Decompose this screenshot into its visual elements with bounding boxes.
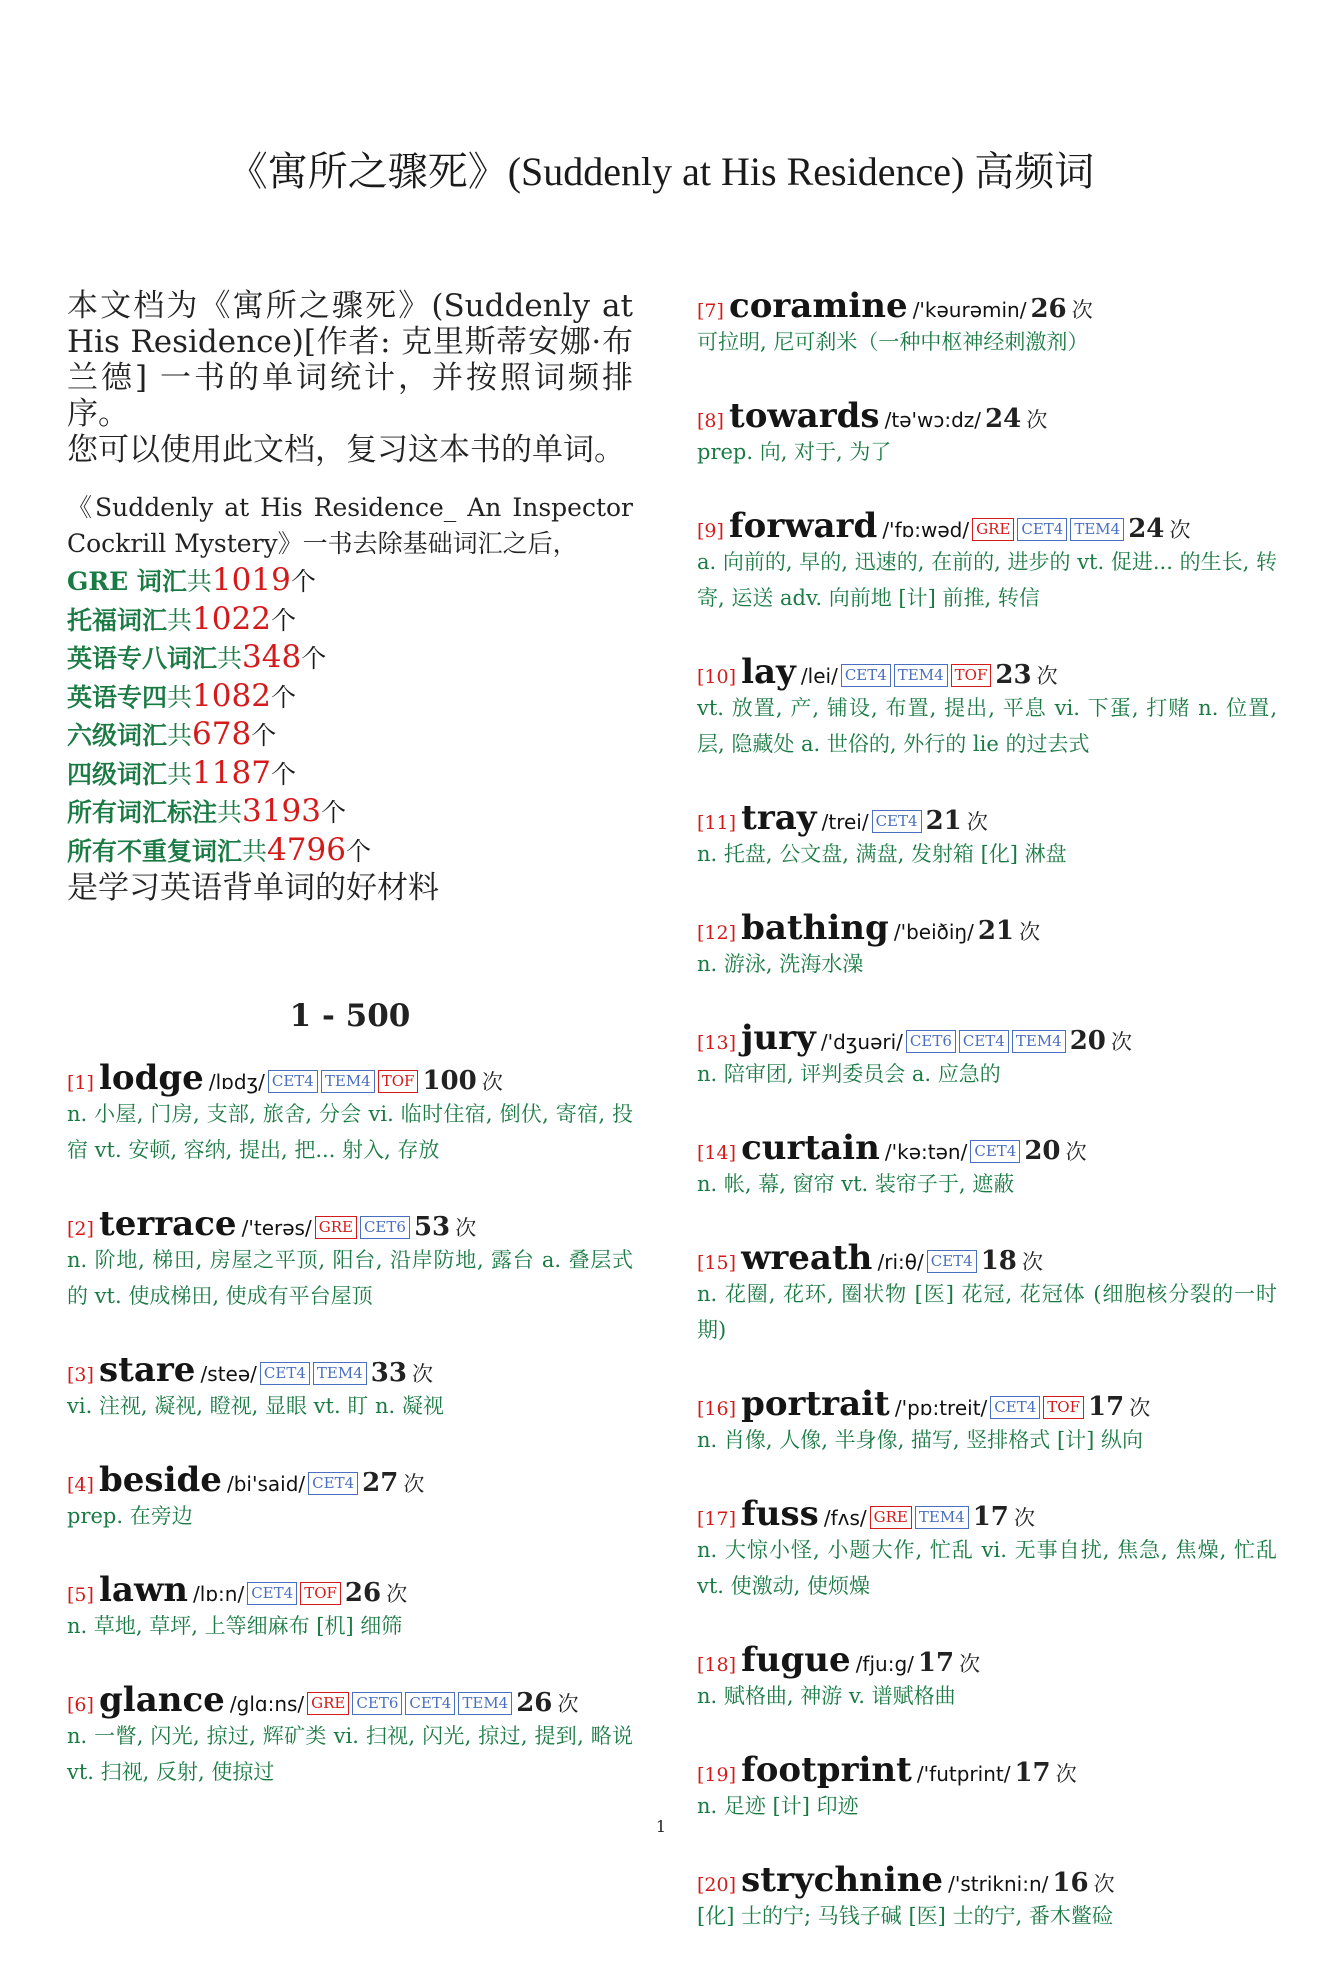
entry-count: 20: [1069, 1026, 1106, 1056]
word-entry: [697, 1240, 1277, 1348]
entry-index: [13]: [697, 1032, 737, 1054]
entry-word: coramine: [729, 286, 908, 326]
range-heading: 1 - 500: [289, 998, 411, 1034]
stat-suffix: 共: [242, 836, 268, 866]
entry-definition: a. 向前的, 早的, 迅速的, 在前的, 进步的 vt. 促进... 的生长, 转寄, 运送 adv. 向前地 [计] 前推, 转信: [697, 550, 1277, 610]
entry-count-unit: 次: [959, 1652, 981, 1676]
entry-phonetic: /tə'wɔ:dz/: [884, 408, 982, 432]
entry-phonetic: /fju:g/: [855, 1652, 914, 1676]
entry-definition: vt. 放置, 产, 铺设, 布置, 提出, 平息 vi. 下蛋, 打赌 n. 位置, 层, 隐藏处 a. 世俗的, 外行的 lie 的过去式: [697, 696, 1277, 756]
exam-tag: GRE: [307, 1692, 349, 1715]
entry-word: jury: [741, 1018, 816, 1058]
stat-unit: 个: [345, 836, 371, 866]
stat-row: [67, 716, 633, 755]
entry-count: 23: [995, 660, 1032, 690]
entry-head: [67, 1206, 633, 1242]
stat-count: 1187: [192, 754, 271, 791]
entry-head: [697, 1386, 1277, 1422]
entry-definition: n. 赋格曲, 神游 v. 谱赋格曲: [697, 1684, 956, 1708]
word-entry: [697, 910, 1277, 982]
entry-phonetic: /lei/: [800, 664, 838, 688]
entry-word: fuss: [741, 1494, 819, 1534]
stat-row: [67, 601, 633, 640]
entry-head: [697, 1240, 1277, 1276]
entry-index: [2]: [67, 1218, 94, 1240]
entry-phonetic: /'futprint/: [916, 1762, 1011, 1786]
entry-definition: n. 陪审团, 评判委员会 a. 应急的: [697, 1062, 1001, 1086]
entry-count: 24: [1128, 514, 1165, 544]
exam-tag: CET4: [260, 1362, 310, 1385]
entry-phonetic: /'kə:tən/: [884, 1140, 968, 1164]
entry-count: 16: [1052, 1868, 1089, 1898]
entry-index: [12]: [697, 922, 737, 944]
entry-head: [697, 398, 1277, 434]
word-entry: [697, 398, 1277, 470]
stat-unit: 个: [320, 798, 346, 827]
exam-tag: GRE: [870, 1506, 912, 1529]
entry-phonetic: /trei/: [821, 810, 869, 834]
entry-word: lawn: [99, 1570, 188, 1610]
exam-tag: TEM4: [313, 1362, 367, 1385]
stat-count: 348: [242, 639, 302, 675]
word-entry: [67, 1352, 633, 1424]
exam-tag: TEM4: [321, 1070, 375, 1093]
stat-suffix: 共: [217, 644, 243, 673]
entry-word: fugue: [741, 1640, 851, 1680]
entry-definition: n. 肖像, 人像, 半身像, 描写, 竖排格式 [计] 纵向: [697, 1428, 1144, 1452]
entry-definition: n. 帐, 幕, 窗帘 vt. 装帘子于, 遮蔽: [697, 1172, 1015, 1196]
entry-head: [697, 508, 1277, 544]
stat-unit: 个: [301, 644, 327, 673]
word-entry: [697, 508, 1277, 616]
stats-list: [67, 562, 633, 870]
entry-count-unit: 次: [1169, 518, 1191, 542]
exam-tag: CET4: [990, 1396, 1040, 1419]
stat-unit: 个: [251, 721, 277, 750]
intro-paragraph: 本文档为《寓所之骤死》(Suddenly at His Residence)[作者: 克里斯蒂安娜·布兰德] 一书的单词统计，并按照词频排序。: [67, 288, 633, 432]
entry-count: 53: [413, 1212, 451, 1242]
entry-count-unit: 次: [1036, 664, 1058, 688]
stat-count: 1022: [192, 600, 271, 637]
exam-tag: CET4: [872, 810, 922, 833]
entry-phonetic: /'kəurəmin/: [912, 298, 1027, 322]
entry-index: [4]: [67, 1474, 94, 1496]
entry-definition: prep. 在旁边: [67, 1504, 193, 1528]
entry-count: 100: [422, 1066, 477, 1096]
entry-index: [15]: [697, 1252, 737, 1274]
stat-label: 所有词汇标注: [67, 798, 218, 827]
entry-phonetic: /lɒ:n/: [193, 1582, 245, 1606]
entry-count: 17: [1087, 1392, 1125, 1422]
entry-index: [19]: [697, 1764, 737, 1786]
exam-tag: CET4: [268, 1070, 318, 1093]
entry-count-unit: 次: [1071, 298, 1093, 322]
word-entry: [67, 1462, 633, 1534]
entry-phonetic: /'strikni:n/: [948, 1872, 1049, 1896]
stat-count: 3193: [242, 793, 321, 829]
entry-word: glance: [99, 1680, 225, 1720]
stat-row: [67, 639, 633, 678]
exam-tag: TOF: [300, 1582, 341, 1605]
entry-phonetic: /'beiðiŋ/: [893, 920, 974, 944]
word-entry: [697, 1862, 1277, 1934]
entry-head: [697, 800, 1277, 836]
entry-count-unit: 次: [557, 1692, 579, 1716]
entry-definition: n. 足迹 [计] 印迹: [697, 1794, 859, 1818]
entry-phonetic: /bi'said/: [226, 1472, 306, 1496]
word-entry: [67, 1572, 633, 1644]
entry-index: [20]: [697, 1874, 737, 1896]
entry-word: portrait: [741, 1384, 890, 1424]
stat-count: 1082: [192, 677, 271, 714]
entry-count-unit: 次: [1014, 1506, 1035, 1530]
stat-label: 托福词汇: [67, 605, 168, 635]
entry-word: lay: [741, 652, 796, 692]
entry-definition: [化] 士的宁; 马钱子碱 [医] 士的宁, 番木鳖硷: [697, 1904, 1113, 1928]
entry-definition: prep. 向, 对于, 为了: [697, 440, 892, 464]
entry-word: beside: [99, 1460, 222, 1500]
entry-definition: n. 托盘, 公文盘, 满盘, 发射箱 [化] 淋盘: [697, 842, 1067, 866]
entry-index: [16]: [697, 1398, 737, 1420]
exam-tag: CET4: [1017, 518, 1067, 541]
entry-index: [18]: [697, 1654, 737, 1676]
entry-count: 26: [516, 1688, 553, 1718]
stat-label: GRE 词汇: [67, 567, 187, 596]
word-entry: [697, 1752, 1277, 1824]
entry-count: 33: [370, 1358, 407, 1388]
stat-row: [67, 793, 633, 832]
exam-tag: CET4: [927, 1250, 977, 1273]
word-entry: [697, 1642, 1277, 1714]
entry-head: [67, 1060, 633, 1096]
entry-head: [67, 1352, 633, 1388]
stat-suffix: 共: [167, 721, 193, 750]
entry-head: [697, 1020, 1277, 1056]
exam-tag: TOF: [378, 1070, 419, 1093]
entry-count-unit: 次: [1055, 1762, 1077, 1786]
stat-unit: 个: [270, 682, 296, 712]
stat-suffix: 共: [167, 759, 193, 789]
entry-index: [7]: [697, 300, 724, 322]
entry-head: [697, 288, 1277, 324]
entry-phonetic: /ri:θ/: [877, 1250, 924, 1274]
entry-count-unit: 次: [1065, 1140, 1087, 1164]
entry-count: 21: [977, 916, 1015, 946]
word-entry: [697, 288, 1277, 360]
stat-unit: 个: [270, 759, 296, 789]
entry-definition: n. 大惊小怪, 小题大作, 忙乱 vi. 无事自扰, 焦急, 焦燥, 忙乱 vt. 使激动, 使烦燥: [697, 1538, 1277, 1598]
exam-tag: TEM4: [894, 664, 948, 687]
entries-right: [697, 288, 1277, 1934]
exam-tag: CET4: [308, 1472, 358, 1495]
entry-head: [67, 1462, 633, 1498]
stat-unit: 个: [290, 567, 316, 596]
stat-count: 678: [192, 716, 252, 752]
exam-tag: TOF: [1043, 1396, 1084, 1419]
word-entry: [67, 1682, 633, 1790]
entry-phonetic: /glɑ:ns/: [229, 1692, 305, 1716]
entry-index: [1]: [67, 1072, 94, 1094]
entry-word: tray: [741, 798, 817, 838]
stat-row: [67, 832, 633, 871]
entry-count: 24: [985, 404, 1022, 434]
entry-index: [17]: [697, 1508, 737, 1530]
stat-label: 六级词汇: [67, 721, 168, 750]
entry-count: 21: [925, 806, 962, 836]
exam-tag: TEM4: [1070, 518, 1124, 541]
entry-index: [3]: [67, 1364, 94, 1386]
entry-word: stare: [99, 1350, 196, 1390]
exam-tag: TEM4: [458, 1692, 512, 1715]
entry-definition: n. 一瞥, 闪光, 掠过, 辉矿类 vi. 扫视, 闪光, 掠过, 提到, 略说 vt. 扫视, 反射, 使掠过: [67, 1724, 633, 1784]
entry-word: towards: [729, 396, 880, 436]
entry-count-unit: 次: [1026, 408, 1048, 432]
entry-definition: n. 游泳, 洗海水澡: [697, 952, 864, 976]
closing-text: 是学习英语背单词的好材料: [67, 870, 439, 906]
entry-definition: n. 阶地, 梯田, 房屋之平顶, 阳台, 沿岸防地, 露台 a. 叠层式的 vt. 使成梯田, 使成有平台屋顶: [67, 1248, 633, 1308]
word-entry: [697, 800, 1277, 872]
entry-phonetic: /'terəs/: [241, 1216, 312, 1240]
word-entry: [697, 1386, 1277, 1458]
exam-tag: CET6: [906, 1030, 956, 1053]
entry-count-unit: 次: [1093, 1872, 1115, 1896]
entry-word: footprint: [741, 1750, 912, 1790]
stat-count: 4796: [267, 831, 346, 868]
entry-word: wreath: [741, 1238, 873, 1278]
entry-count-unit: 次: [403, 1472, 425, 1496]
page-number: 1: [655, 1817, 667, 1836]
entry-count: 17: [972, 1502, 1009, 1532]
entry-index: [11]: [697, 812, 737, 834]
entry-definition: 可拉明, 尼可刹米（一种中枢神经刺激剂）: [697, 330, 1089, 354]
entry-head: [697, 654, 1277, 690]
entry-word: terrace: [99, 1204, 237, 1244]
entry-definition: n. 花圈, 花环, 圈状物 [医] 花冠, 花冠体 (细胞核分裂的一时期): [697, 1282, 1277, 1342]
entry-count: 26: [1030, 294, 1067, 324]
stat-label: 英语专八词汇: [67, 644, 218, 673]
entry-definition: n. 草地, 草坪, 上等细麻布 [机] 细筛: [67, 1614, 403, 1638]
entries-left: [67, 1060, 633, 1790]
entry-count: 26: [344, 1578, 382, 1608]
entry-count-unit: 次: [455, 1216, 477, 1240]
left-column: [67, 288, 633, 1828]
exam-tag: CET4: [405, 1692, 455, 1715]
entry-count: 27: [362, 1468, 399, 1498]
exam-tag: CET4: [959, 1030, 1009, 1053]
exam-tag: CET6: [360, 1216, 410, 1239]
entry-count-unit: 次: [1019, 920, 1041, 944]
stats-intro: 《Suddenly at His Residence_ An Inspector Cockrill Mystery》一书去除基础词汇之后，: [67, 493, 633, 558]
entry-head: [697, 1862, 1277, 1898]
entry-count-unit: 次: [966, 810, 988, 834]
word-entry: [697, 1020, 1277, 1092]
stat-label: 英语专四: [67, 682, 168, 712]
entry-count: 17: [1014, 1758, 1051, 1788]
entry-word: curtain: [741, 1128, 880, 1168]
stat-unit: 个: [270, 605, 296, 635]
exam-tag: GRE: [315, 1216, 357, 1239]
intro-review-note: 您可以使用此文档，复习这本书的单词。: [67, 432, 625, 468]
word-entry: [697, 1496, 1277, 1604]
entry-head: [697, 1130, 1277, 1166]
entry-word: strychnine: [741, 1860, 944, 1900]
entry-head: [697, 1496, 1277, 1532]
entry-definition: vi. 注视, 凝视, 瞪视, 显眼 vt. 盯 n. 凝视: [67, 1394, 444, 1418]
exam-tag: CET4: [970, 1140, 1020, 1163]
page-title: 《寓所之骤死》(Suddenly at His Residence) 高频词: [227, 149, 1095, 194]
word-entry: [67, 1060, 633, 1168]
entry-head: [67, 1572, 633, 1608]
entry-word: bathing: [741, 908, 889, 948]
entry-count-unit: 次: [386, 1582, 408, 1606]
entry-definition: n. 小屋, 门房, 支部, 旅舍, 分会 vi. 临时住宿, 倒伏, 寄宿, 投宿 vt. 安顿, 容纳, 提出, 把... 射入, 存放: [67, 1102, 633, 1162]
entry-phonetic: /fʌs/: [823, 1506, 867, 1530]
stat-count: 1019: [211, 562, 291, 598]
entry-phonetic: /'fɒ:wəd/: [882, 518, 970, 542]
stat-row: [67, 678, 633, 717]
entry-word: forward: [729, 506, 878, 546]
stat-label: 四级词汇: [67, 759, 168, 789]
word-entry: [697, 654, 1277, 762]
entry-count-unit: 次: [1021, 1250, 1043, 1274]
entry-count-unit: 次: [1111, 1030, 1132, 1054]
entry-word: lodge: [99, 1058, 204, 1098]
entry-head: [697, 910, 1277, 946]
entry-head: [697, 1752, 1277, 1788]
entry-phonetic: /'dʒuəri/: [820, 1030, 903, 1054]
exam-tag: CET6: [352, 1692, 402, 1715]
entry-index: [6]: [67, 1694, 94, 1716]
stat-suffix: 共: [186, 567, 212, 596]
entry-index: [10]: [697, 666, 737, 688]
stat-suffix: 共: [217, 798, 243, 827]
stat-label: 所有不重复词汇: [67, 836, 243, 866]
entry-head: [67, 1682, 633, 1718]
entry-index: [5]: [67, 1584, 94, 1606]
exam-tag: TEM4: [915, 1506, 969, 1529]
entry-phonetic: /steə/: [200, 1362, 257, 1386]
stat-row: [67, 562, 633, 601]
entry-phonetic: /lɒdʒ/: [208, 1070, 265, 1094]
exam-tag: GRE: [972, 518, 1014, 541]
exam-tag: CET4: [841, 664, 891, 687]
entry-index: [9]: [697, 520, 724, 542]
entry-head: [697, 1642, 1277, 1678]
exam-tag: TEM4: [1012, 1030, 1066, 1053]
entry-count-unit: 次: [481, 1070, 503, 1094]
entry-index: [14]: [697, 1142, 737, 1164]
entry-count: 17: [917, 1648, 955, 1678]
stat-suffix: 共: [167, 605, 193, 635]
exam-tag: TOF: [951, 664, 992, 687]
entry-count: 18: [980, 1246, 1017, 1276]
exam-tag: CET4: [247, 1582, 297, 1605]
entry-count: 20: [1024, 1136, 1061, 1166]
entry-phonetic: /'pɒ:treit/: [894, 1396, 988, 1420]
stat-row: [67, 755, 633, 794]
entry-count-unit: 次: [1129, 1396, 1151, 1420]
entry-index: [8]: [697, 410, 724, 432]
right-column: [697, 288, 1277, 1972]
stat-suffix: 共: [167, 682, 193, 712]
word-entry: [697, 1130, 1277, 1202]
word-entry: [67, 1206, 633, 1314]
entry-count-unit: 次: [412, 1362, 434, 1386]
